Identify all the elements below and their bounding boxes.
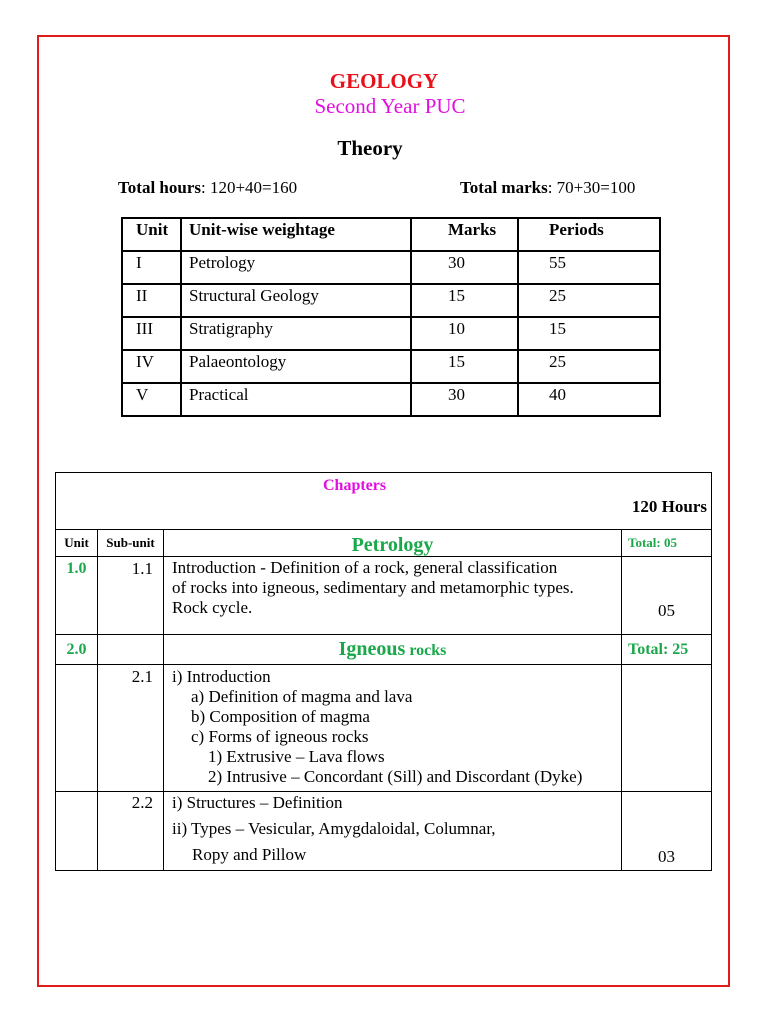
content-line: ii) Types – Vesicular, Amygdaloidal, Columnar, [172,819,496,838]
cell-marks: 15 [411,350,518,383]
weightage-table [121,217,661,417]
col-header-periods: Periods [518,218,660,251]
empty-cell [622,665,712,792]
page-title: GEOLOGY [329,69,439,93]
table-row [56,665,712,792]
table-row [56,557,712,635]
cell-weightage: Structural Geology [181,284,411,317]
total-hours-value: : 120+40=160 [200,178,298,197]
cell-unit: II [122,284,181,317]
subunit-1-1-periods: 05 [622,557,712,635]
unit-2-number [56,635,98,665]
unit-2-title-suffix: rocks [409,642,447,659]
subunit-2-2-content [164,792,622,871]
content-line: 1) Extrusive – Lava flows [208,747,385,766]
cell-periods: 55 [518,251,660,284]
cell-weightage: Petrology [181,251,411,284]
cell-weightage: Palaeontology [181,350,411,383]
table-row [122,317,660,350]
cell-marks: 10 [411,317,518,350]
col-header-subunit: Sub-unit [98,530,164,557]
cell-unit: I [122,251,181,284]
cell-unit: V [122,383,181,416]
content-line: Introduction - Definition of a rock, general classification [172,558,558,577]
col-header-weightage: Unit-wise weightage [181,218,411,251]
chapters-table [55,472,712,871]
empty-cell [56,792,98,871]
col-header-unit: Unit [56,530,98,557]
cell-unit: IV [122,350,181,383]
chapters-hours: 120 Hours [631,497,707,516]
unit-2-number-text: 2.0 [66,640,87,658]
total-marks [460,178,635,198]
page-subtitle: Second Year PUC [314,94,466,118]
subunit-2-1: 2.1 [98,665,164,792]
table-row [56,792,712,871]
table-row [122,383,660,416]
content-line: c) Forms of igneous rocks [191,727,369,746]
cell-marks: 30 [411,383,518,416]
section-heading: Theory [337,136,403,160]
total-hours [118,178,297,198]
empty-cell [56,665,98,792]
content-line: Rock cycle. [172,598,253,617]
table-row [122,251,660,284]
chapters-header-row [56,473,712,530]
subunit-1-1-content [164,557,622,635]
content-line: of rocks into igneous, sedimentary and metamorphic types. [172,578,574,597]
cell-periods: 40 [518,383,660,416]
table-row [122,350,660,383]
col-header-unit: Unit [122,218,181,251]
content-line: Ropy and Pillow [192,845,307,864]
unit-2-title: Igneous [338,638,406,660]
content-line: i) Introduction [172,667,271,686]
content-line: 2) Intrusive – Concordant (Sill) and Discordant (Dyke) [208,767,583,786]
unit-title-igneous [164,635,622,665]
empty-cell [98,635,164,665]
total-marks-value: : 70+30=100 [547,178,636,197]
content-line: i) Structures – Definition [172,793,343,812]
content-line: b) Composition of magma [191,707,370,726]
unit-1-number-text: 1.0 [66,560,87,577]
cell-marks: 30 [411,251,518,284]
unit-2-total [622,635,712,665]
cell-periods: 25 [518,284,660,317]
unit-title-petrology [164,530,622,557]
unit-1-title: Petrology [351,533,434,556]
unit-1-total-text: Total: 05 [628,535,677,550]
cell-unit: III [122,317,181,350]
chapters-header-cell [56,473,712,530]
table-header-row [122,218,660,251]
chapters-title: Chapters [323,477,387,494]
subunit-2-1-content [164,665,622,792]
cell-weightage: Practical [181,383,411,416]
cell-marks: 15 [411,284,518,317]
cell-weightage: Stratigraphy [181,317,411,350]
col-header-marks: Marks [411,218,518,251]
cell-periods: 15 [518,317,660,350]
total-hours-label: Total hours [118,178,201,197]
unit-1-number [56,557,98,635]
table-row [122,284,660,317]
unit-1-total [622,530,712,557]
cell-periods: 25 [518,350,660,383]
content-line: a) Definition of magma and lava [191,687,413,706]
subunit-2-2-periods: 03 [622,792,712,871]
unit-2-total-text: Total: 25 [628,640,689,658]
total-marks-label: Total marks [460,178,548,197]
subunit-2-2: 2.2 [98,792,164,871]
unit-heading-row [56,635,712,665]
unit-heading-row [56,530,712,557]
subunit-1-1: 1.1 [98,557,164,635]
